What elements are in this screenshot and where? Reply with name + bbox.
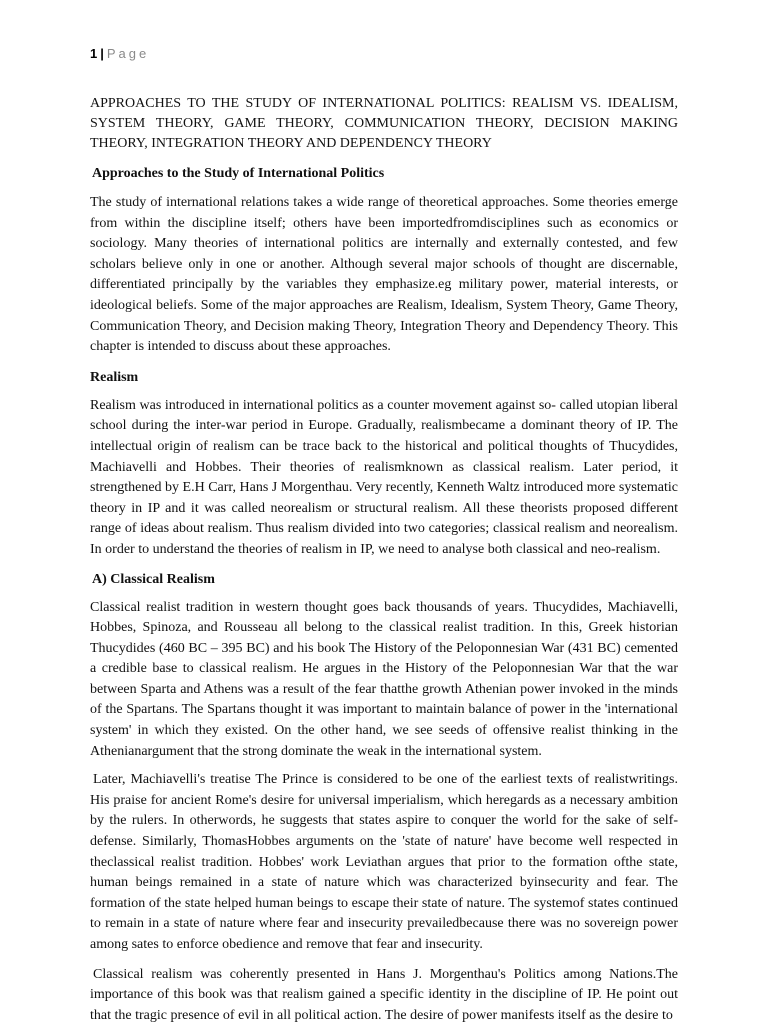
heading-approaches: Approaches to the Study of International Politics [92,166,385,181]
page-label: Page [106,46,150,61]
paragraph-classical-1: Classical realist tradition in western thought goes back thousands of years. Thucydides, Machiavelli, Hobbes, Spinoza, and Rousseau all belong to the classical realist tradition. In this, Greek historian Thucydides (460 BC – 395 BC) and his book The History of the Peloponnesian War (431 BC) cemented a credible base to classical realism. He argues in the History of the Peloponnesian War that the war between Sparta and Athens was a result of the fear thatthe growth Athenian power invoked in the minds of the Spartans. The Spartans thought it was important to maintain balance of power in the 'international system' in which they existed. On the other hand, we see seeds of offensive realist thinking in the Athenianargument that the strong dominate the weak in the international system. [90,599,678,759]
header-separator: | [100,46,104,61]
heading-classical-realism: A) Classical Realism [92,571,215,587]
document-title: APPROACHES TO THE STUDY OF INTERNATIONAL POLITICS: REALISM VS. IDEALISM, SYSTEM THEORY, GAME THEORY, COMMUNICATION THEORY, DECISION MAKING THEORY, INTEGRATION THEORY AND DEPENDENCY THEORY [90,96,678,151]
paragraph-realism: Realism was introduced in international politics as a counter movement against so- called utopian liberal school during the inter-war period in Europe. Gradually, realismbecame a dominant theory of IP. The intellectual origin of realism can be trace back to the historical and political thoughts of Thucydides, Machiavelli and Hobbes. Their theories of realismknown as classical realism. Later period, it strengthened by E.H Carr, Hans J Morgenthau. Very recently, Kenneth Waltz introduced more systematic theory in IP and it was called neorealism or structural realism. All these theorists proposed different range of ideas about realism. Thus realism divided into two categories; classical realism and neorealism. In order to understand the theories of realism in IP, we need to analyse both classical and neo-realism. [90,397,678,557]
page-number: 1 [90,46,98,61]
paragraph-classical-3: Classical realism was coherently presented in Hans J. Morgenthau's Politics among Nations.The importance of this book was that realism gained a specific identity in the discipline of IP. He point out that the tragic presence of evil in all political action. The desire of power manifests itself as the desire to [90,966,678,1023]
paragraph-classical-2: Later, Machiavelli's treatise The Prince is considered to be one of the earliest texts of realistwritings. His praise for ancient Rome's desire for universal imperialism, which heregards as a necessary ambition by the rulers. In otherwords, he suggests that states aspire to conquer the world for the sake of self-defense. Similarly, ThomasHobbes arguments on the 'state of nature' have become well respected in theclassical realist tradition. Hobbes' work Leviathan argues that prior to the formation ofthe state, human beings remained in a state of nature which was characterized byinsecurity and fear. The formation of the state helped human beings to escape their state of nature. The systemof states continued to remain in a state of nature where fear and insecurity prevailedbecause there was no sovereign power among sates to enforce obedience and remove that fear and insecurity. [90,772,678,952]
page-header [90,44,678,64]
paragraph-intro: The study of international relations takes a wide range of theoretical approaches. Some theories emerge from within the discipline itself; others have been importedfromdisciplines such as economics or sociology. Many theories of international politics are internally and externally contested, and few scholars believe only in one or another. Although several major schools of thought are discernable, differentiated principally by the variables they emphasize.eg military power, material interests, or ideological beliefs. Some of the major approaches are Realism, Idealism, System Theory, Game Theory, Communication Theory, and Decision making Theory, Integration Theory and Dependency Theory. This chapter is intended to discuss about these approaches. [90,195,678,355]
heading-realism: Realism [90,369,139,385]
